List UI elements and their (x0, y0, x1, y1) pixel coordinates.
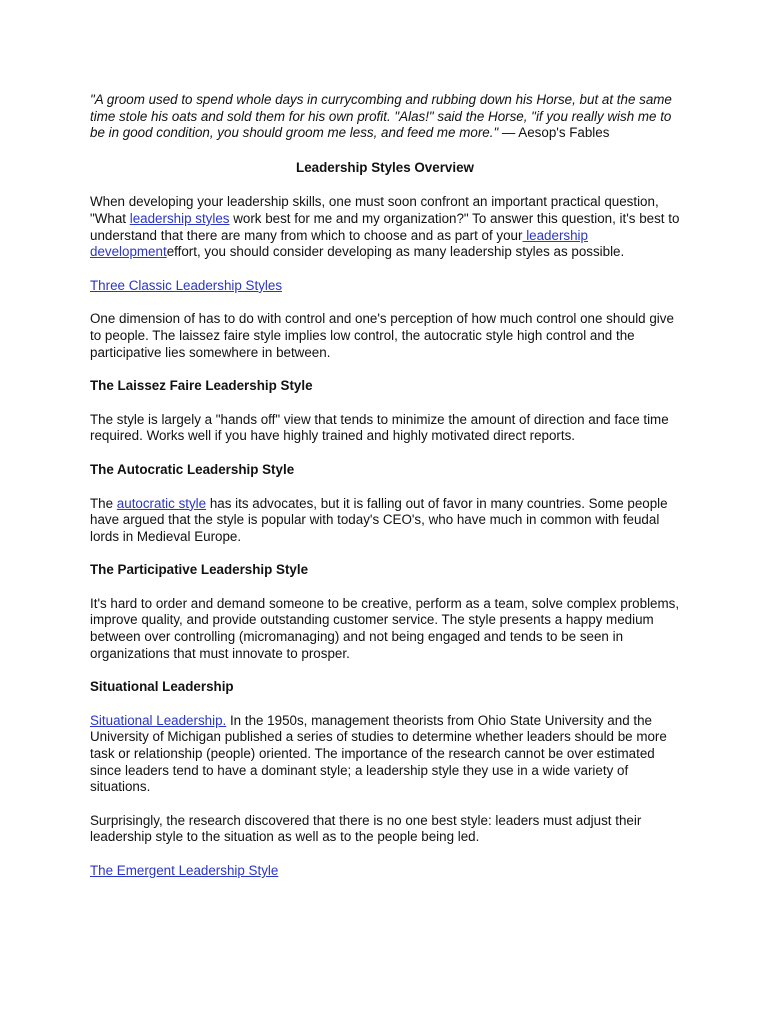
control-dimension-paragraph: One dimension of has to do with control and one's perception of how much control one should give to people. The laissez faire style implies low control, the autocratic style high control and the participative lies somewhere in between. (90, 311, 674, 360)
participative-paragraph: It's hard to order and demand someone to be creative, perform as a team, solve complex problems, improve quality, and provide outstanding customer service. The style presents a happy medium between over controlling (micromanaging) and not being engaged and tends to be seen in organizations that must innovate to prosper. (90, 595, 680, 661)
quote-attribution: — Aesop's Fables (498, 125, 610, 141)
intro-paragraph (90, 194, 680, 260)
intro-text-3: effort, you should consider developing as many leadership styles as possible. (166, 244, 625, 260)
situational-paragraph (90, 713, 680, 796)
participative-heading: The Participative Leadership Style (90, 562, 309, 578)
autocratic-text-1: The (90, 495, 117, 511)
document-page (90, 92, 680, 897)
situational-leadership-link[interactable]: Situational Leadership. (90, 712, 227, 728)
situational-paragraph-2: Surprisingly, the research discovered that there is no one best style: leaders must adjust their leadership style to the situation as well as to the people being led. (90, 812, 642, 845)
situational-heading: Situational Leadership (90, 679, 234, 695)
emergent-paragraph (90, 863, 680, 880)
autocratic-text-2: has its advocates, but it is falling out of favor in many countries. Some people have argued that the style is popular with today's CEO's, who have much in common with feudal lords in Medieval Europe. (90, 495, 668, 544)
leadership-styles-link[interactable]: leadership styles (129, 210, 230, 226)
intro-text-2: work best for me and my organization?" To answer this question, it's best to understand that there are many from which to choose and as part of your (90, 210, 680, 243)
situational-text-1: In the 1950s, management theorists from Ohio State University and the University of Michigan published a series of studies to determine whether leaders should be more task or relationship (people) oriented. The importance of the research cannot be over estimated since leaders tend to have a dominant style; a leadership style they use in a wide variety of situations. (90, 712, 667, 795)
document-title: Leadership Styles Overview (296, 159, 474, 175)
quote-text: "A groom used to spend whole days in currycombing and rubbing down his Horse, but at the same time stole his oats and sold them for his own profit. "Alas!" said the Horse, "if you really wish me to be in good condition, you should groom me less, and feed me more." (90, 92, 672, 141)
emergent-style-link[interactable]: The Emergent Leadership Style (90, 863, 279, 878)
leadership-development-link[interactable]: leadership development (90, 227, 588, 260)
autocratic-heading: The Autocratic Leadership Style (90, 461, 295, 477)
autocratic-paragraph (90, 496, 680, 546)
laissez-faire-heading: The Laissez Faire Leadership Style (90, 378, 313, 394)
autocratic-style-link[interactable]: autocratic style (116, 495, 207, 511)
three-classic-styles-link[interactable]: Three Classic Leadership Styles (90, 277, 283, 293)
intro-text-1: When developing your leadership skills, one must soon confront an important practical question, "What (90, 194, 659, 226)
laissez-faire-paragraph: The style is largely a "hands off" view that tends to minimize the amount of direction and face time required. Works well if you have highly trained and highly motivated direct reports. (90, 411, 669, 444)
opening-quote (90, 92, 680, 142)
classic-styles-paragraph (90, 278, 680, 295)
